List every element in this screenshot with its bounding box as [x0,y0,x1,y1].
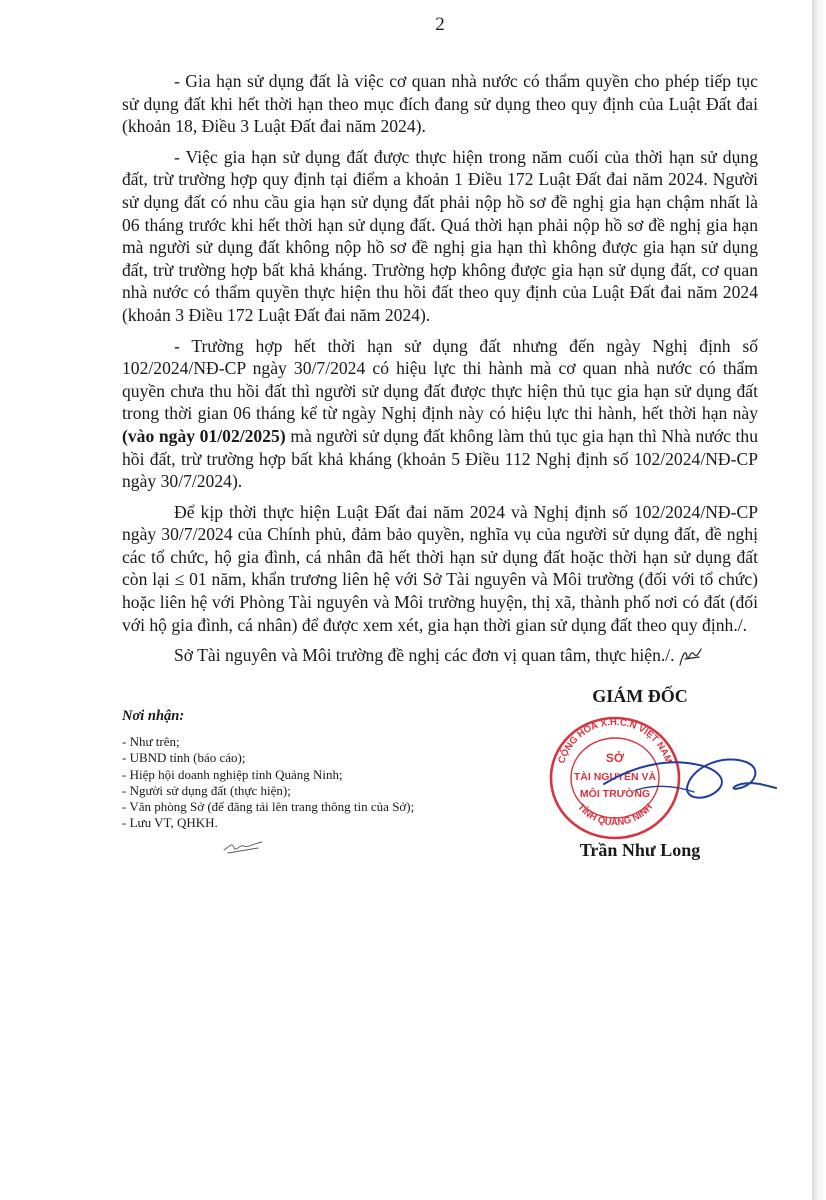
handwritten-signature [590,726,780,826]
page-edge-shadow [812,0,826,1200]
recipient-item: - Lưu VT, QHKH. [122,815,218,831]
recipient-item: - UBND tỉnh (báo cáo); [122,750,246,766]
paragraph-request: Để kịp thời thực hiện Luật Đất đai năm 2024 và Nghị định số 102/2024/NĐ-CP ngày 30/7/2024 của Chính phủ, đảm bảo quyền, nghĩa vụ của người sử dụng đất, đề nghị các tổ chức, hộ gia đình, cá nhân đã hết thời hạn sử dụng đất hoặc thời hạn sử dụng đất còn lại ≤ 01 năm, khẩn trương liên hệ với Sở Tài nguyên và Môi trường (đối với tổ chức) hoặc liên hệ với Phòng Tài nguyên và Môi trường huyện, thị xã, thành phố nơi có đất (đối với hộ gia đình, cá nhân) để được xem xét, gia hạn thời gian sử dụng đất theo quy định./. [122,501,758,635]
signer-title: GIÁM ĐỐC [592,686,688,706]
paragraph-extension-definition: - Gia hạn sử dụng đất là việc cơ quan nhà nước có thẩm quyền cho phép tiếp tục sử dụng đất khi hết thời hạn theo mục đích đang sử dụng theo quy định của Luật Đất đai (khoản 18, Điều 3 Luật Đất đai năm 2024). [122,71,758,137]
recipients-block [122,708,542,831]
closing-text: Sở Tài nguyên và Môi trường đề nghị các đơn vị quan tâm, thực hiện./. [174,645,675,666]
seal-outer-text: CỘNG HOÀ X.H.C.N VIỆT NAM [556,716,674,765]
document-body [122,70,758,669]
seal-line-1: SỞ [605,751,625,765]
recipient-item: - Người sử dụng đất (thực hiện); [122,782,291,798]
recipient-item: - Như trên; [122,734,180,750]
seal-line-2: TÀI NGUYÊN VÀ [573,771,657,783]
seal-line-3: MÔI TRƯỜNG [579,788,651,800]
seal-bottom-text: TỈNH QUẢNG NINH [575,801,655,829]
paragraph-expired-case [122,335,758,493]
signature-block [530,686,780,866]
page-number: 2 [435,14,445,35]
paragraph-expired-case-tail: mà người sử dụng đất không làm thủ tục gia hạn thì Nhà nước thu hồi đất, trừ trường hợp bất khả kháng (khoản 5 Điều 112 Nghị định số 102/2024/NĐ-CP ngày 30/7/2024). [122,425,758,492]
deadline-date: (vào ngày 01/02/2025) [122,425,286,446]
handwritten-initial-small [222,836,272,856]
recipient-item: - Văn phòng Sở (để đăng tải lên trang thông tin của Sở); [122,799,415,815]
closing-paragraph [122,644,758,669]
recipient-item: - Hiệp hội doanh nghiệp tỉnh Quảng Ninh; [122,766,343,782]
paragraph-expired-case-text: - Trường hợp hết thời hạn sử dụng đất nhưng đến ngày Nghị định số 102/2024/NĐ-CP ngày 30/7/2024 có hiệu lực thi hành mà cơ quan nhà nước có thẩm quyền chưa thu hồi đất thì người sử dụng đất được thực hiện thủ tục gia hạn sử dụng đất trong thời gian 06 tháng kể từ ngày Nghị định này có hiệu lực thi hành, hết thời hạn này [122,335,758,424]
paragraph-extension-procedure: - Việc gia hạn sử dụng đất được thực hiện trong năm cuối của thời hạn sử dụng đất, trừ trường hợp quy định tại điểm a khoản 1 Điều 172 Luật Đất đai năm 2024. Người sử dụng đất có nhu cầu gia hạn sử dụng đất phải nộp hồ sơ đề nghị gia hạn chậm nhất là 06 tháng trước khi hết thời hạn sử dụng đất. Quá thời hạn phải nộp hồ sơ đề nghị gia hạn mà người sử dụng đất không nộp hồ sơ đề nghị gia hạn thì không được gia hạn sử dụng đất, trừ trường hợp bất khả kháng. Trường hợp không được gia hạn sử dụng đất, cơ quan nhà nước có thẩm quyền thực hiện thu hồi đất theo quy định của Luật Đất đai năm 2024 (khoản 3 Điều 172 Luật Đất đai năm 2024). [122,146,758,325]
recipients-heading: Nơi nhận: [122,708,185,724]
recipients-list [122,734,542,831]
handwritten-initial-mark [677,645,703,669]
signer-name: Trần Như Long [579,840,701,860]
